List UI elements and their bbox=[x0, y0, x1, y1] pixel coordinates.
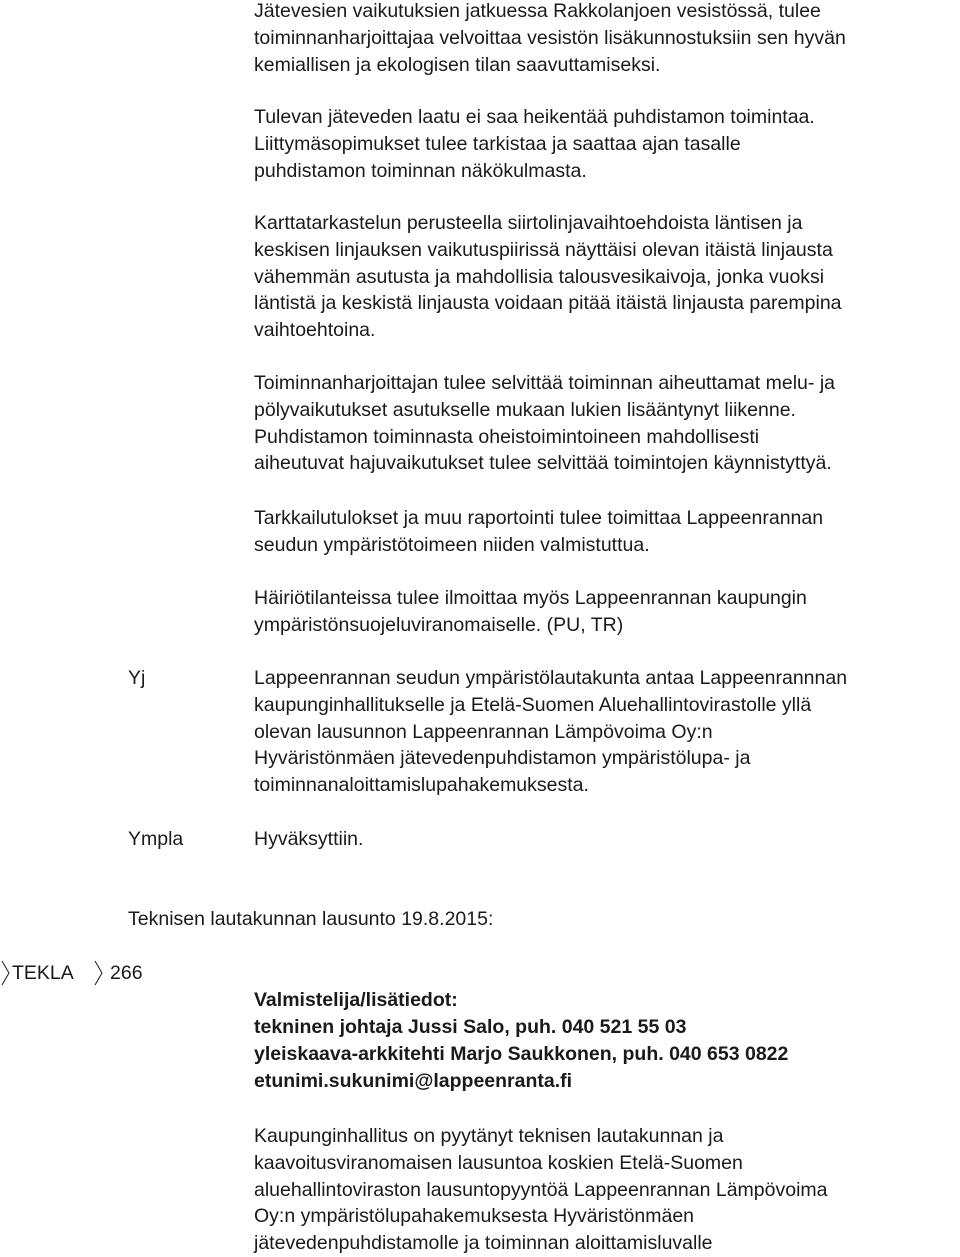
label-yj: Yj bbox=[128, 667, 146, 689]
paragraph-noise-dust: Toiminnanharjoittajan tulee selvittää toiminnan aiheuttamat melu- ja pölyvaikutukset asutukselle mukaan lukien lisääntynyt liikenne. Puhdistamon toiminnasta oheistoimintoineen mahdollisesti aiheutuvat hajuvaikutukset tulee selvittää toimintojen käynnistyttyä. bbox=[254, 372, 835, 475]
tekla-name: TEKLA bbox=[12, 962, 74, 984]
contact-line-2: yleiskaava-arkkitehti Marjo Saukkonen, puh. 040 653 0822 bbox=[254, 1043, 789, 1065]
paragraph-yj-proposal: Lappeenrannan seudun ympäristölautakunta antaa Lappeenrannnan kaupunginhallitukselle ja Etelä-Suomen Aluehallintovirastolle yllä olevan lausunnon Lappeenrannan Lämpövoima Oy:n Hyväristönmäen jätevedenpuhdistamon ympäristölupa- ja toiminnanaloittamislupahakemuksesta. bbox=[254, 667, 848, 797]
tekla-number: 266 bbox=[110, 962, 143, 984]
statement-heading: Teknisen lautakunnan lausunto 19.8.2015: bbox=[128, 908, 494, 930]
label-ympla: Ympla bbox=[128, 828, 184, 850]
paragraph-ympla-decision: Hyväksyttiin. bbox=[254, 828, 364, 850]
paragraph-request: Kaupunginhallitus on pyytänyt teknisen lautakunnan ja kaavoitusviranomaisen lausuntoa koskien Etelä-Suomen aluehallintoviraston lausuntopyyntöä Lappeenrannan Lämpövoima Oy:n ympäristölupahakemuksesta Hyväristönmäen jätevedenpuhdistamolle ja toiminnan aloittamisluvalle bbox=[254, 1125, 828, 1255]
paragraph-map-review: Karttatarkastelun perusteella siirtolinjavaihtoehdoista läntisen ja keskisen linjauksen vaikutuspiirissä näyttäisi olevan itäistä linjausta vähemmän asutusta ja mahdollisia talousvesikaivoja, jonka vuoksi läntistä ja keskistä linjausta voidaan pitää itäistä linjausta parempina vaihtoehtoina. bbox=[254, 212, 842, 342]
paragraph-disruptions: Häiriötilanteissa tulee ilmoittaa myös Lappeenrannan kaupungin ympäristönsuojeluviranomaiselle. (PU, TR) bbox=[254, 587, 807, 636]
paragraph-monitoring-results: Tarkkailutulokset ja muu raportointi tulee toimittaa Lappeenrannan seudun ympäristötoimeen niiden valmistuttua. bbox=[254, 507, 824, 556]
paragraph-wastewater-effects: Jätevesien vaikutuksien jatkuessa Rakkolanjoen vesistössä, tulee toiminnanharjoittajaa velvoittaa vesistön lisäkunnostuksiin sen hyvän kemiallisen ja ekologisen tilan saavuttamiseksi. bbox=[254, 0, 846, 76]
contact-heading: Valmistelija/lisätiedot: bbox=[254, 989, 458, 1011]
tekla-marker bbox=[0, 958, 160, 988]
paragraph-wastewater-quality: Tulevan jäteveden laatu ei saa heikentää puhdistamon toimintaa. Liittymäsopimukset tulee tarkistaa ja saattaa ajan tasalle puhdistamon toiminnan näkökulmasta. bbox=[254, 106, 815, 182]
contact-line-1: tekninen johtaja Jussi Salo, puh. 040 521 55 03 bbox=[254, 1016, 687, 1038]
contact-email: etunimi.sukunimi@lappeenranta.fi bbox=[254, 1070, 573, 1092]
